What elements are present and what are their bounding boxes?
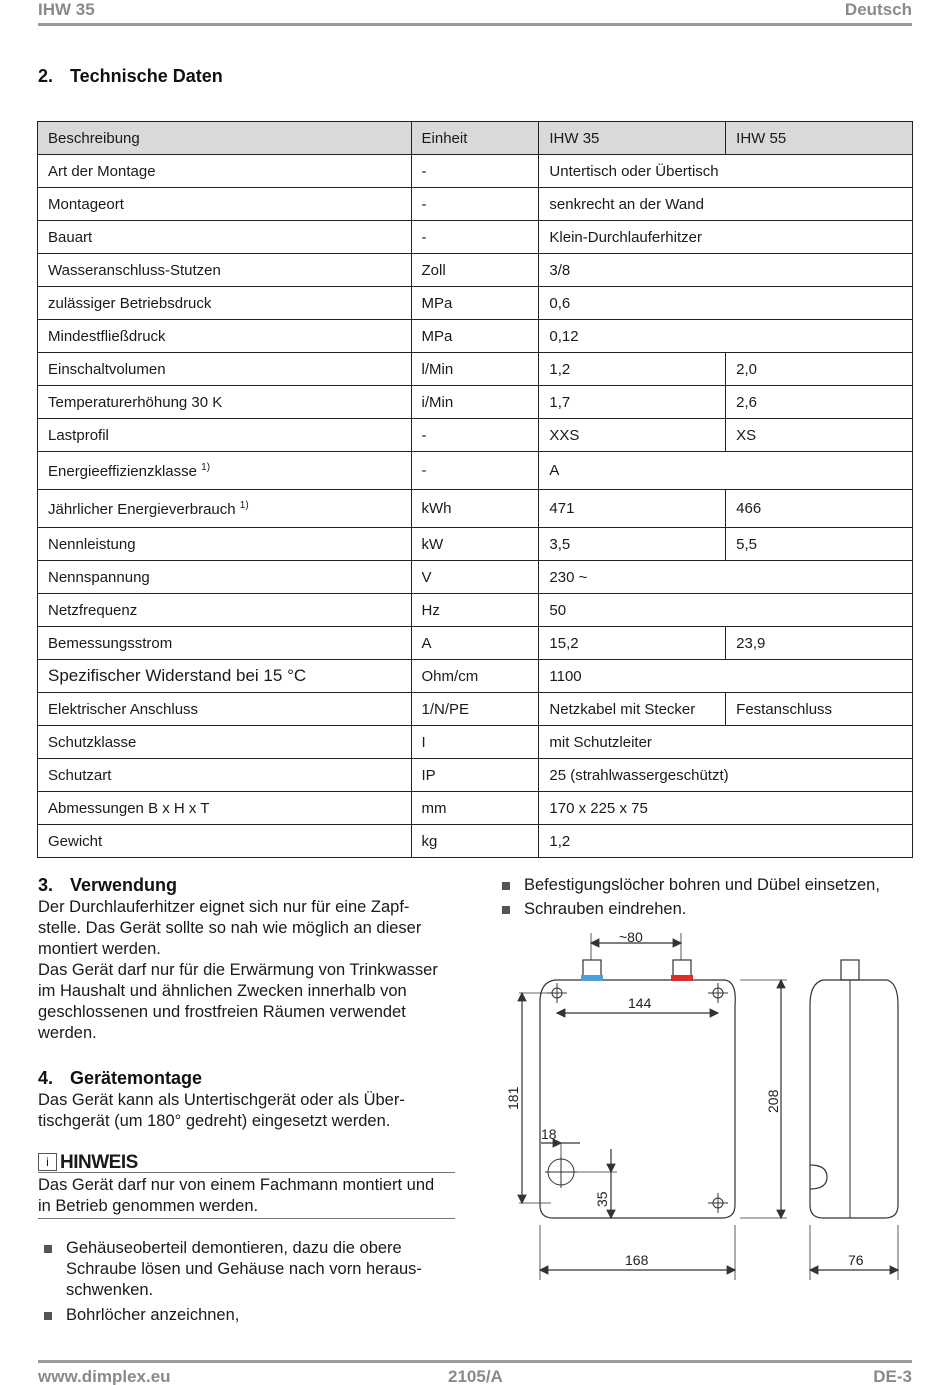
table-row: Bemessungsstrom A 15,2 23,9 <box>38 627 913 660</box>
list-item: Gehäuseoberteil demontieren, dazu die obere Schraube lösen und Gehäuse nach vorn heraus- schwenken. <box>38 1238 458 1301</box>
table-row: Art der Montage - Untertisch oder Übertisch <box>38 155 913 188</box>
table-row: zulässiger Betriebsdruck MPa 0,6 <box>38 287 913 320</box>
header-cell: IHW 35 <box>539 122 726 155</box>
cold-water-marker <box>581 975 603 981</box>
table-row: Lastprofil - XXS XS <box>38 419 913 452</box>
section-3-text: Der Durchlauferhitzer eignet sich nur für eine Zapf- stelle. Das Gerät sollte so nah wie möglich an dieser montiert werden. Das Gerät darf nur für die Erwärmung von Trinkwasser im Haushalt und ähnlichen Zwecken innerhalb von geschlossenen und frostfreien Räumen verwendet werden. <box>38 898 438 1042</box>
mounting-steps-right <box>496 875 916 920</box>
header-cell: IHW 55 <box>726 122 913 155</box>
section-3-heading: 3. Verwendung <box>38 875 178 895</box>
table-row: Temperaturerhöhung 30 K i/Min 1,7 2,6 <box>38 386 913 419</box>
table-row: Einschaltvolumen l/Min 1,2 2,0 <box>38 353 913 386</box>
bullet-icon <box>44 1312 52 1320</box>
table-row: Nennleistung kW 3,5 5,5 <box>38 528 913 561</box>
hint-divider <box>38 1218 455 1219</box>
footer-website: www.dimplex.eu <box>38 1367 171 1385</box>
dim-top-label: ~80 <box>619 929 643 945</box>
page-footer <box>38 1360 912 1385</box>
technical-data-table <box>37 121 913 858</box>
dim-width-label: 168 <box>625 1252 649 1268</box>
dim-holes-height-label: 181 <box>505 1086 521 1110</box>
header-model: IHW 35 <box>38 0 95 19</box>
section-4-heading: 4. Gerätemontage <box>38 1068 203 1088</box>
mounting-steps-left <box>38 1238 458 1326</box>
dim-hole-offset-x-label: 18 <box>541 1126 557 1142</box>
header-cell: Beschreibung <box>38 122 412 155</box>
table-row: Jährlicher Energieverbrauch $^{1)}$ kWh 471 466 <box>38 490 913 528</box>
hot-water-marker <box>671 975 693 981</box>
table-row: Montageort - senkrecht an der Wand <box>38 188 913 221</box>
bullet-icon <box>502 906 510 914</box>
info-icon: i <box>38 1153 57 1171</box>
table-row: Netzfrequenz Hz 50 <box>38 594 913 627</box>
hint-label: HINWEIS <box>60 1152 138 1173</box>
heater-side-body <box>810 980 898 1218</box>
table-row: Mindestfließdruck MPa 0,12 <box>38 320 913 353</box>
table-row: Abmessungen B x H x T mm 170 x 225 x 75 <box>38 792 913 825</box>
footer-version: 2105/A <box>448 1367 503 1385</box>
hint-title <box>38 1152 455 1173</box>
footer-page-number: DE-3 <box>873 1367 912 1385</box>
table-row: Bauart - Klein-Durchlauferhitzer <box>38 221 913 254</box>
section-2-heading: 2. Technische Daten <box>38 66 223 86</box>
header-cell: Einheit <box>411 122 539 155</box>
mounting-hole-marks <box>545 983 728 1213</box>
section-4-text: Das Gerät kann als Untertischgerät oder als Über- tischgerät (um 180° gedreht) eingesetzt werden. <box>38 1091 405 1130</box>
table-header-row <box>38 122 913 155</box>
table-row: Elektrischer Anschluss 1/N/PE Netzkabel mit Stecker Festanschluss <box>38 693 913 726</box>
dim-total-height-label: 208 <box>765 1089 781 1113</box>
bullet-icon <box>502 882 510 890</box>
hint-text: Das Gerät darf nur von einem Fachmann montiert und in Betrieb genommen werden. <box>38 1176 435 1215</box>
side-connector <box>841 960 859 980</box>
dim-holes-width-label: 144 <box>628 995 652 1011</box>
bullet-icon <box>44 1245 52 1253</box>
list-item: Schrauben eindrehen. <box>496 899 916 920</box>
table-row: Schutzklasse I mit Schutzleiter <box>38 726 913 759</box>
list-item: Bohrlöcher anzeichnen, <box>38 1305 458 1326</box>
list-item: Befestigungslöcher bohren und Dübel einsetzen, <box>496 875 916 896</box>
table-row: Schutzart IP 25 (strahlwassergeschützt) <box>38 759 913 792</box>
dim-depth-label: 76 <box>848 1252 864 1268</box>
table-row: Wasseranschluss-Stutzen Zoll 3/8 <box>38 254 913 287</box>
table-row: Nennspannung V 230 ~ <box>38 561 913 594</box>
page-header <box>38 0 912 26</box>
dimension-drawing <box>505 925 915 1285</box>
table-row: Gewicht kg 1,2 <box>38 825 913 858</box>
table-row: Spezifischer Widerstand bei 15 °C Ohm/cm 1100 <box>38 660 913 693</box>
dim-hole-offset-y-label: 35 <box>594 1191 610 1207</box>
table-row: Energieeffizienzklasse $^{1)}$ - A <box>38 452 913 490</box>
side-cable-entry <box>810 1165 827 1189</box>
header-language: Deutsch <box>844 0 912 19</box>
